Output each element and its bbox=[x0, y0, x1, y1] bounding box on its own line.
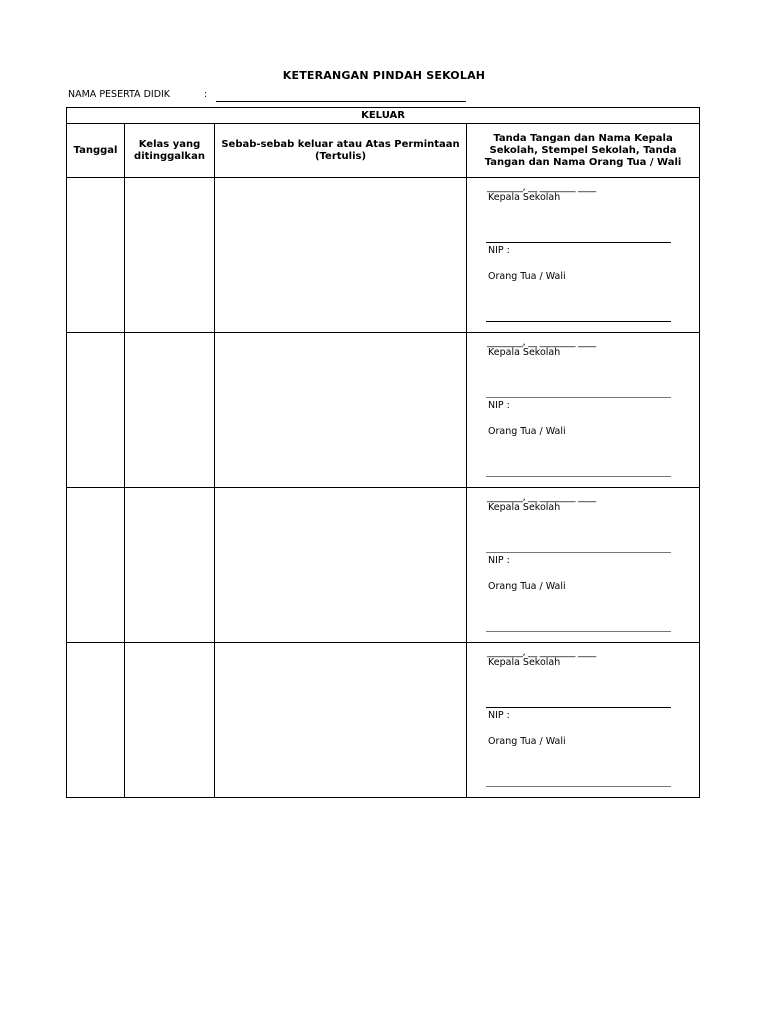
date-line: ________, __ ________ ____ bbox=[487, 182, 596, 193]
nip-label: NIP : bbox=[488, 555, 510, 566]
signature-cell[interactable] bbox=[467, 333, 700, 488]
signature-cell[interactable] bbox=[467, 643, 700, 798]
principal-label: Kepala Sekolah bbox=[488, 192, 561, 203]
date-cell[interactable] bbox=[67, 178, 125, 333]
principal-signature-line bbox=[486, 552, 671, 553]
table-row bbox=[67, 178, 700, 333]
date-line: ________, __ ________ ____ bbox=[487, 337, 596, 348]
signature-cell[interactable] bbox=[467, 488, 700, 643]
document-title: KETERANGAN PINDAH SEKOLAH bbox=[282, 69, 486, 82]
table-row bbox=[67, 643, 700, 798]
guardian-signature-line bbox=[486, 631, 671, 632]
principal-label: Kepala Sekolah bbox=[488, 502, 561, 513]
guardian-label: Orang Tua / Wali bbox=[488, 426, 566, 437]
column-header-date: Tanggal bbox=[67, 124, 125, 178]
column-header-signature: Tanda Tangan dan Nama Kepala Sekolah, Stempel Sekolah, Tanda Tangan dan Nama Orang Tua / Wali bbox=[467, 124, 700, 178]
column-header-reason: Sebab-sebab keluar atau Atas Permintaan (Tertulis) bbox=[215, 124, 467, 178]
class-cell[interactable] bbox=[125, 488, 215, 643]
class-cell[interactable] bbox=[125, 333, 215, 488]
nip-label: NIP : bbox=[488, 400, 510, 411]
student-name-colon: : bbox=[204, 89, 208, 100]
guardian-label: Orang Tua / Wali bbox=[488, 736, 566, 747]
principal-signature-line bbox=[486, 242, 671, 243]
reason-cell[interactable] bbox=[215, 488, 467, 643]
guardian-label: Orang Tua / Wali bbox=[488, 271, 566, 282]
table-row bbox=[67, 333, 700, 488]
class-cell[interactable] bbox=[125, 178, 215, 333]
date-cell[interactable] bbox=[67, 488, 125, 643]
signature-cell[interactable] bbox=[467, 178, 700, 333]
guardian-label: Orang Tua / Wali bbox=[488, 581, 566, 592]
principal-signature-line bbox=[486, 707, 671, 708]
table-row bbox=[67, 488, 700, 643]
guardian-signature-line bbox=[486, 476, 671, 477]
principal-label: Kepala Sekolah bbox=[488, 347, 561, 358]
date-cell[interactable] bbox=[67, 643, 125, 798]
transfer-table bbox=[66, 107, 700, 798]
principal-label: Kepala Sekolah bbox=[488, 657, 561, 668]
reason-cell[interactable] bbox=[215, 643, 467, 798]
student-name-label: NAMA PESERTA DIDIK bbox=[68, 89, 171, 100]
nip-label: NIP : bbox=[488, 245, 510, 256]
student-name-field[interactable] bbox=[216, 101, 466, 102]
date-line: ________, __ ________ ____ bbox=[487, 492, 596, 503]
guardian-signature-line bbox=[486, 321, 671, 322]
nip-label: NIP : bbox=[488, 710, 510, 721]
date-cell[interactable] bbox=[67, 333, 125, 488]
reason-cell[interactable] bbox=[215, 333, 467, 488]
section-header-keluar: KELUAR bbox=[67, 108, 700, 124]
reason-cell[interactable] bbox=[215, 178, 467, 333]
column-header-class: Kelas yang ditinggalkan bbox=[125, 124, 215, 178]
principal-signature-line bbox=[486, 397, 671, 398]
date-line: ________, __ ________ ____ bbox=[487, 647, 596, 658]
guardian-signature-line bbox=[486, 786, 671, 787]
class-cell[interactable] bbox=[125, 643, 215, 798]
